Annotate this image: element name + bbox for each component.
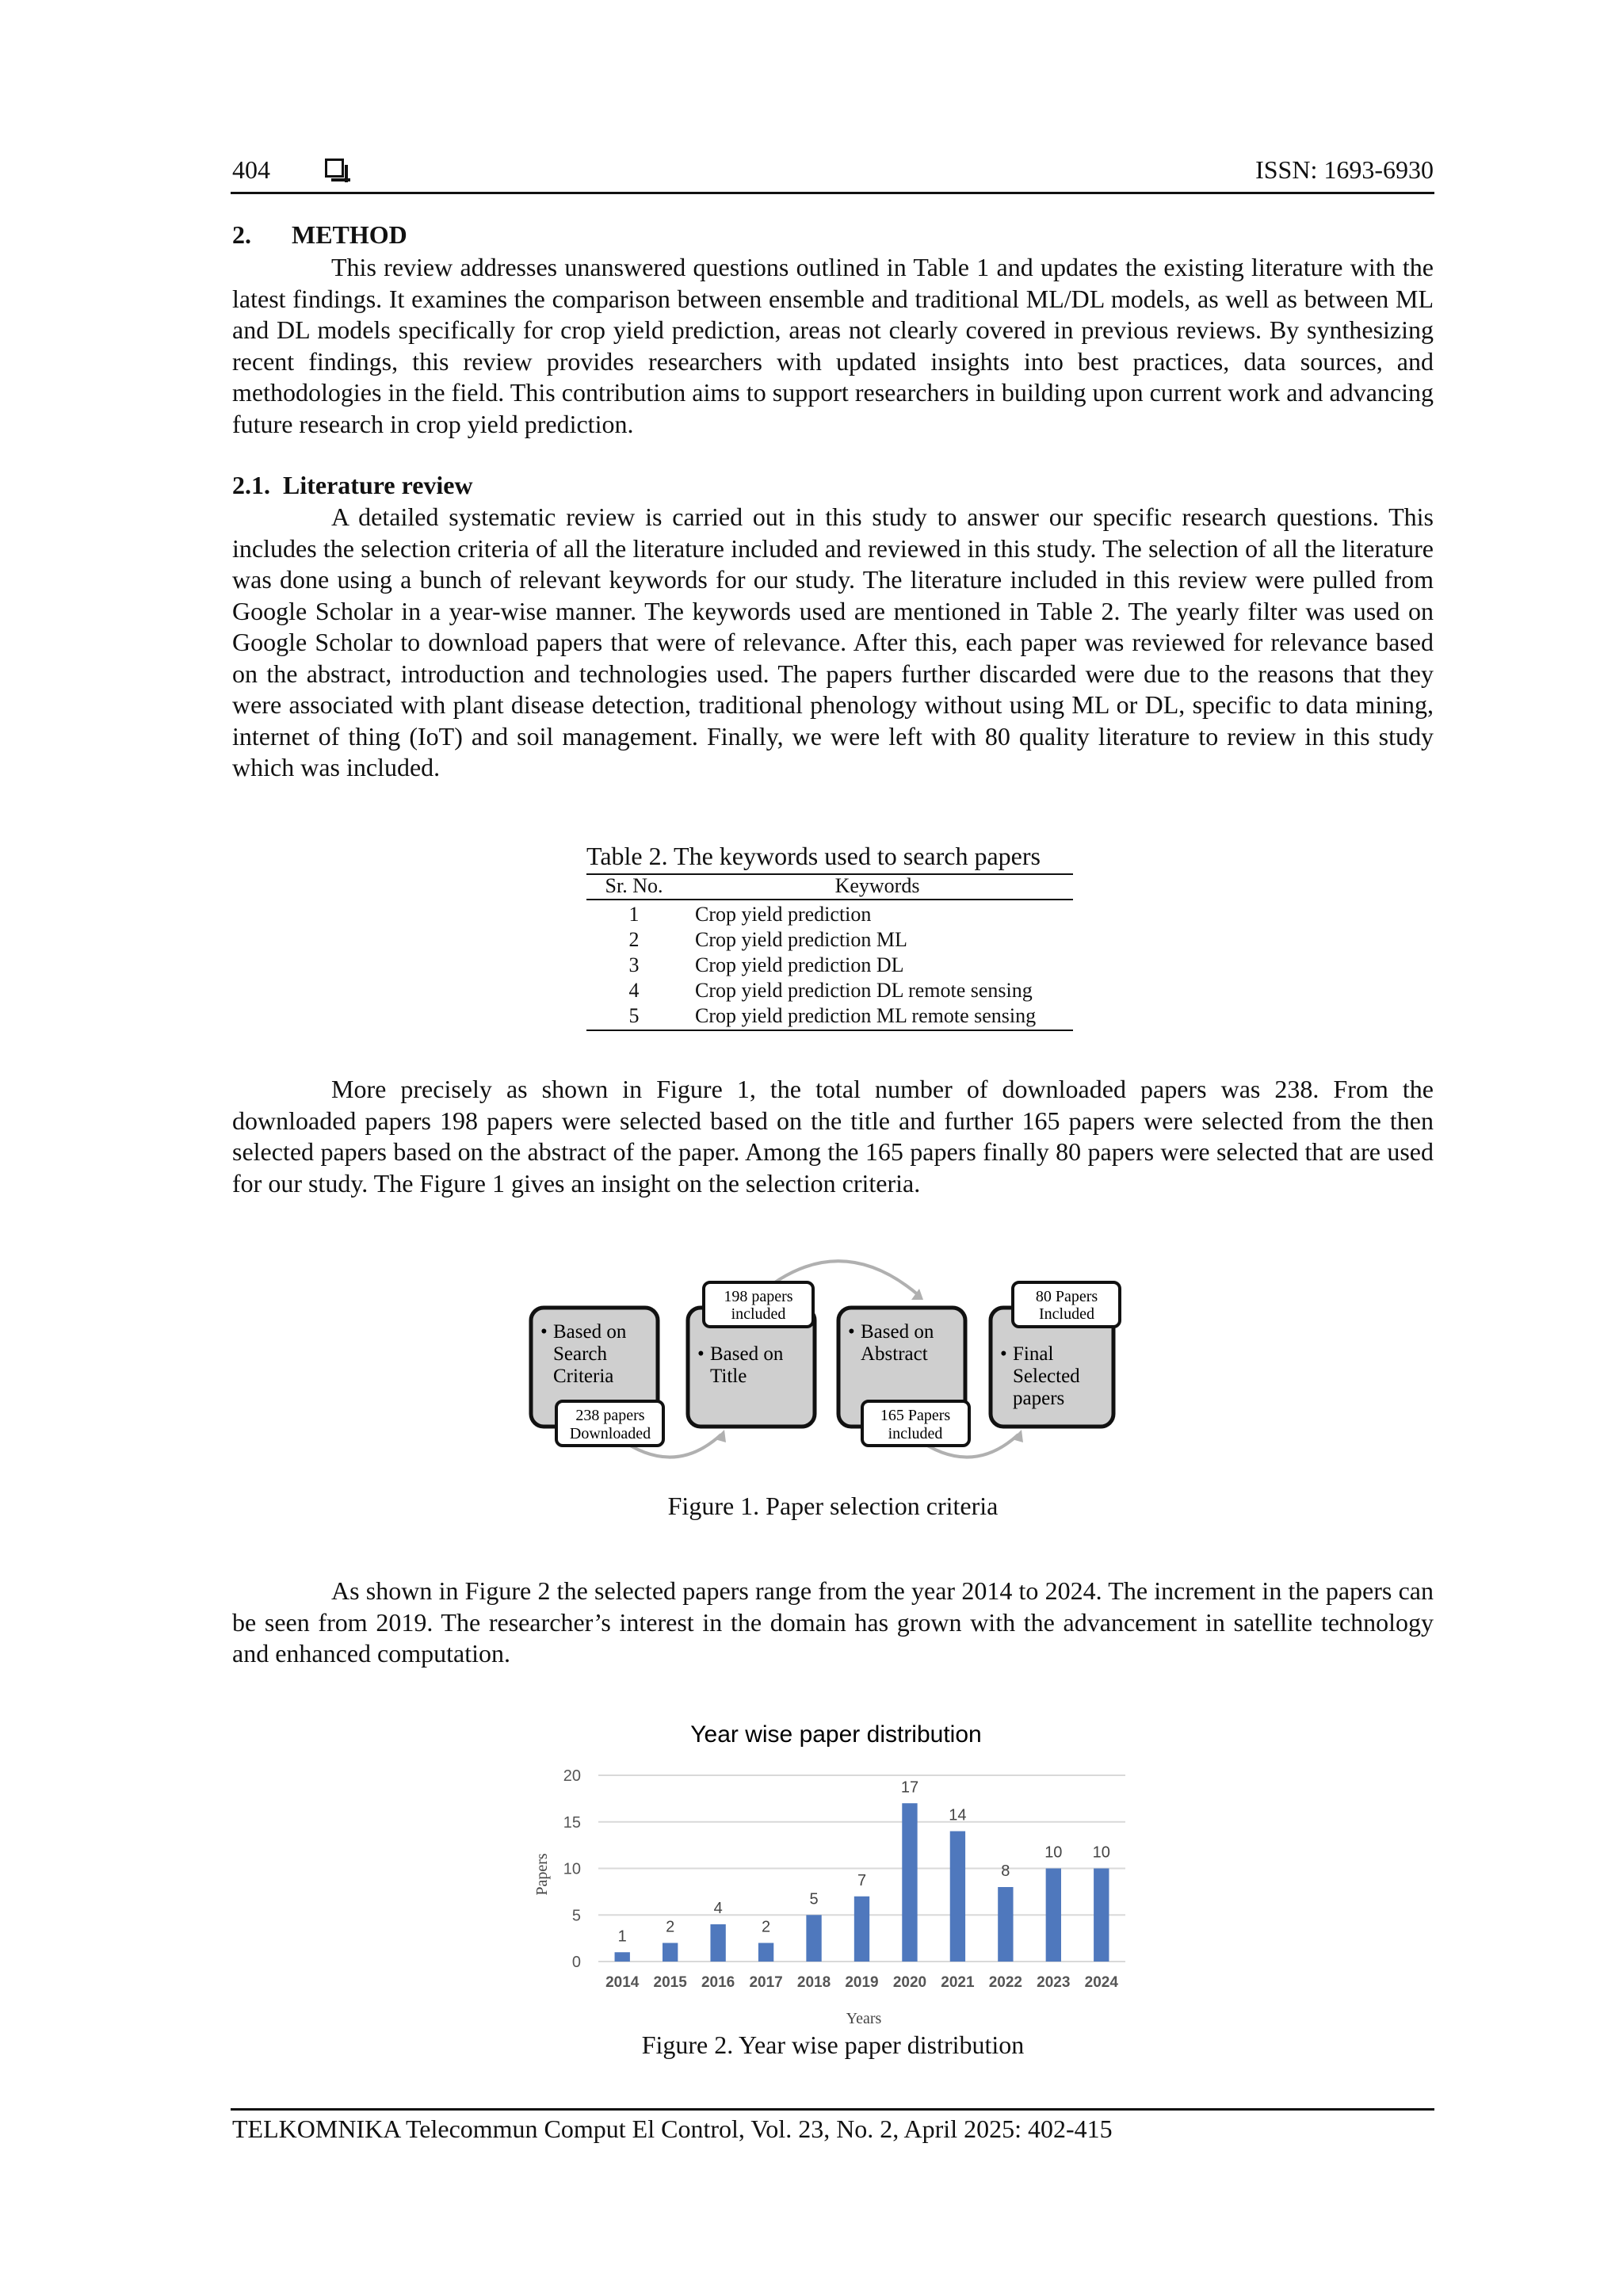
data-label: 1 bbox=[617, 1927, 627, 1946]
tag-text: 238 papers bbox=[575, 1407, 645, 1424]
table-cell: 2 bbox=[628, 928, 640, 951]
x-tick-label: 2015 bbox=[653, 1974, 687, 1991]
x-tick-label: 2022 bbox=[988, 1974, 1023, 1991]
year-distribution-chart bbox=[523, 1720, 1133, 2029]
x-tick-label: 2024 bbox=[1084, 1974, 1118, 1991]
bar bbox=[1046, 1869, 1061, 1962]
bar bbox=[758, 1943, 773, 1962]
bar bbox=[615, 1952, 630, 1962]
tag-text: 165 Papers bbox=[880, 1407, 951, 1424]
box-text: Title bbox=[710, 1366, 747, 1387]
paper-selection-diagram bbox=[523, 1252, 1141, 1474]
box-text: Search bbox=[553, 1343, 608, 1365]
table-cell: 1 bbox=[628, 903, 640, 926]
issn: ISSN: 1693-6930 bbox=[1255, 155, 1434, 184]
y-axis-label: Papers bbox=[533, 1853, 551, 1896]
data-label: 4 bbox=[713, 1900, 723, 1917]
x-tick-label: 2017 bbox=[749, 1974, 783, 1991]
table-row bbox=[586, 953, 1073, 978]
x-tick-label: 2018 bbox=[796, 1974, 831, 1991]
y-tick-label: 0 bbox=[571, 1954, 581, 1971]
bar bbox=[806, 1915, 821, 1962]
literature-paragraph-text: A detailed systematic review is carried out in this study to answer our specific research questions. This includes the selection criteria of all the literature included and reviewed in this study. The selection of all the literature was done using a bunch of relevant keywords for our study. The literature included in this review were pulled from Google Scholar in a year-wise manner. The keywords used are mentioned in Table 2. The yearly filter was used on Google Scholar to download papers that were of relevance. After this, each paper was reviewed for relevance based on the abstract, introduction and technologies used. The papers further discarded were due to the reasons that they were associated with plant disease detection, traditional phenology without using ML or DL, specific to data mining, internet of thing (IoT) and soil management. Finally, we were left with 80 quality literature to review in this study which was included. bbox=[232, 502, 1434, 781]
data-label: 5 bbox=[809, 1890, 819, 1908]
data-label: 14 bbox=[949, 1806, 967, 1824]
x-axis-label: Years bbox=[846, 2010, 882, 2027]
x-tick-label: 2021 bbox=[941, 1974, 975, 1991]
tag-text: included bbox=[731, 1305, 786, 1323]
header-rule bbox=[231, 192, 1434, 194]
year-paragraph-text: As shown in Figure 2 the selected papers range from the year 2014 to 2024. The increment in the papers can be seen from 2019. The researcher’s interest in the domain has grown with the advancement in satellite technology and enhanced computation. bbox=[232, 1576, 1434, 1668]
bullet-icon: • bbox=[697, 1343, 705, 1365]
bullet-icon: • bbox=[848, 1321, 855, 1343]
table-row bbox=[586, 1003, 1073, 1029]
table-cell: Crop yield prediction DL bbox=[695, 953, 904, 976]
box-text: Abstract bbox=[861, 1343, 928, 1365]
data-label: 7 bbox=[857, 1871, 867, 1889]
bar bbox=[663, 1943, 678, 1962]
subsection-heading bbox=[232, 471, 473, 500]
subsection-title: Literature review bbox=[283, 471, 473, 499]
table-caption: Table 2. The keywords used to search papers bbox=[586, 842, 1041, 870]
footer-rule bbox=[231, 2108, 1434, 2111]
table-cell: 5 bbox=[628, 1004, 640, 1027]
data-label: 2 bbox=[762, 1918, 771, 1936]
table-row bbox=[586, 978, 1073, 1003]
bar bbox=[950, 1832, 965, 1962]
selection-paragraph-text: More precisely as shown in Figure 1, the total number of downloaded papers was 238. From the downloaded papers 198 papers were selected based on the title and further 165 papers were selected from the then selected papers based on the abstract of the paper. Among the 165 papers finally 80 papers were selected that are used for our study. The Figure 1 gives an insight on the selection criteria. bbox=[232, 1075, 1434, 1198]
y-tick-label: 5 bbox=[571, 1907, 581, 1925]
table-row bbox=[586, 927, 1073, 953]
box-text: Criteria bbox=[553, 1366, 614, 1387]
data-label: 8 bbox=[1001, 1862, 1010, 1880]
data-label: 2 bbox=[666, 1918, 675, 1936]
tag-text: Included bbox=[1039, 1305, 1094, 1323]
x-tick-label: 2023 bbox=[1037, 1974, 1071, 1991]
page-number: 404 bbox=[232, 155, 270, 184]
bar bbox=[998, 1887, 1013, 1962]
method-paragraph bbox=[232, 252, 1434, 440]
bullet-icon: • bbox=[540, 1321, 548, 1343]
table-cell: Crop yield prediction ML bbox=[695, 928, 907, 951]
tag-text: 198 papers bbox=[724, 1288, 793, 1305]
table-cell: Crop yield prediction ML remote sensing bbox=[695, 1004, 1037, 1027]
tag-text: Downloaded bbox=[569, 1425, 651, 1442]
data-label: 10 bbox=[1092, 1843, 1110, 1862]
method-paragraph-text: This review addresses unanswered questions outlined in Table 1 and updates the existing literature with the latest findings. It examines the comparison between ensemble and traditional ML/DL models, as well as between ML and DL models specifically for crop yield prediction, areas not clearly covered in previous reviews. By synthesizing recent findings, this review provides researchers with updated insights into best practices, data sources, and methodologies in the field. This contribution aims to support researchers in building upon current work and advancing future research in crop yield prediction. bbox=[232, 253, 1434, 438]
table-header-srno: Sr. No. bbox=[605, 874, 663, 897]
box-text: Selected bbox=[1013, 1366, 1080, 1387]
x-tick-label: 2019 bbox=[845, 1974, 879, 1991]
box-text: Based on bbox=[710, 1343, 784, 1365]
box-text: Based on bbox=[861, 1321, 934, 1343]
box-text: Final bbox=[1013, 1343, 1054, 1365]
box-text: Based on bbox=[553, 1321, 627, 1343]
chart-title: Year wise paper distribution bbox=[690, 1721, 982, 1748]
literature-paragraph bbox=[232, 502, 1434, 784]
y-tick-label: 15 bbox=[563, 1813, 581, 1832]
table-cell: 3 bbox=[628, 953, 640, 976]
x-tick-label: 2016 bbox=[701, 1974, 735, 1991]
x-tick-label: 2020 bbox=[892, 1974, 927, 1991]
bar bbox=[902, 1803, 917, 1962]
y-tick-label: 10 bbox=[563, 1860, 581, 1878]
tag-text: 80 Papers bbox=[1035, 1288, 1098, 1305]
data-label: 17 bbox=[900, 1778, 919, 1797]
figure2-caption: Figure 2. Year wise paper distribution bbox=[641, 2030, 1025, 2059]
bullet-icon: • bbox=[1000, 1343, 1007, 1365]
bar bbox=[854, 1897, 869, 1962]
figure1-caption: Figure 1. Paper selection criteria bbox=[667, 1492, 999, 1520]
subsection-number: 2.1. bbox=[232, 471, 270, 499]
selection-paragraph bbox=[232, 1074, 1434, 1199]
bar bbox=[1094, 1869, 1109, 1962]
tag-text: included bbox=[888, 1425, 943, 1442]
x-tick-label: 2014 bbox=[605, 1974, 640, 1991]
table-row bbox=[586, 902, 1073, 927]
data-label: 10 bbox=[1044, 1843, 1063, 1862]
footer-citation: TELKOMNIKA Telecommun Comput El Control, Vol. 23, No. 2, April 2025: 402-415 bbox=[232, 2115, 1113, 2143]
y-tick-label: 20 bbox=[563, 1767, 581, 1785]
box-text: papers bbox=[1013, 1388, 1065, 1409]
table-cell: Crop yield prediction DL remote sensing bbox=[695, 979, 1033, 1002]
section-number: 2. bbox=[232, 220, 251, 249]
table-header-row bbox=[586, 873, 1073, 899]
year-paragraph bbox=[232, 1576, 1434, 1670]
table-bottom-rule bbox=[586, 1030, 1073, 1031]
section-heading bbox=[232, 220, 407, 250]
section-title: METHOD bbox=[292, 220, 407, 249]
table-cell: 4 bbox=[628, 979, 640, 1002]
table-cell: Crop yield prediction bbox=[695, 903, 872, 926]
table-header-rule bbox=[586, 899, 1073, 900]
table-header-keywords: Keywords bbox=[834, 874, 920, 897]
bar bbox=[710, 1924, 725, 1962]
square-icon bbox=[325, 159, 344, 178]
